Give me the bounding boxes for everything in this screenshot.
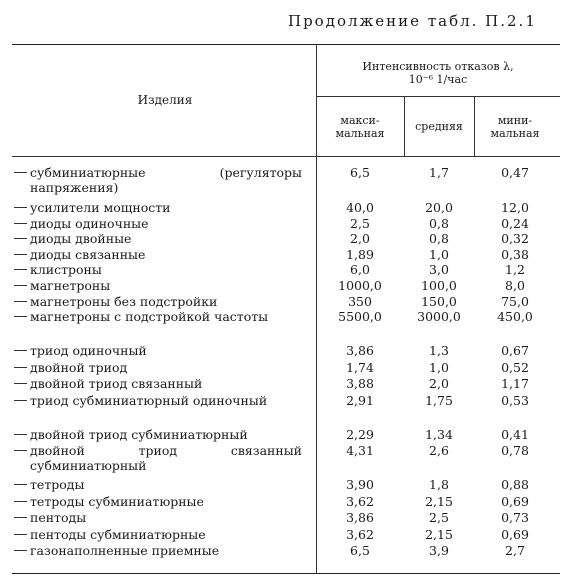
row-avg: 2,6 <box>429 443 449 459</box>
table-row <box>0 427 566 444</box>
table-row <box>0 360 566 377</box>
row-avg: 0,8 <box>429 215 449 231</box>
table-caption: Продолжение табл. П.2.1 <box>288 12 537 30</box>
row-min: 0,47 <box>501 165 529 180</box>
row-name: двойной триод связанный <box>30 376 203 392</box>
row-avg: 1,8 <box>429 477 449 493</box>
row-max: 40,0 <box>346 200 374 215</box>
row-max: 3,90 <box>346 477 374 493</box>
row-dash <box>14 400 27 401</box>
row-max: 6,5 <box>350 543 370 559</box>
row-max: 1,89 <box>346 246 374 262</box>
table-row <box>0 247 566 263</box>
row-dash <box>14 450 27 451</box>
row-name: двойной триод <box>30 359 128 375</box>
row-avg: 150,0 <box>421 293 457 309</box>
row-max: 6,0 <box>350 262 370 278</box>
row-avg: 2,0 <box>429 376 449 392</box>
row-name: магнетроны с подстройкой частоты <box>30 309 269 325</box>
table-row <box>0 494 566 511</box>
row-avg: 2,5 <box>429 510 449 526</box>
row-name: двойной триод связанный субминиатюрный <box>30 443 302 474</box>
header-subdivider <box>316 96 560 97</box>
row-avg: 1,34 <box>425 426 453 442</box>
row-max: 5500,0 <box>338 309 382 325</box>
row-dash <box>14 383 27 384</box>
table-row <box>0 527 566 544</box>
row-min: 1,17 <box>501 376 529 392</box>
row-max: 1,74 <box>346 359 374 375</box>
row-min: 0,32 <box>501 231 529 247</box>
row-dash <box>14 517 27 518</box>
table-row <box>0 443 566 477</box>
table-body <box>0 165 566 560</box>
row-dash <box>14 534 27 535</box>
row-dash <box>14 254 27 255</box>
row-name: тетроды <box>30 477 85 493</box>
bottom-rule <box>12 573 560 574</box>
row-name: диоды двойные <box>30 231 132 247</box>
row-min: 0,73 <box>501 510 529 526</box>
row-avg: 3,0 <box>429 262 449 278</box>
row-min: 0,69 <box>501 526 529 542</box>
table-row <box>0 231 566 247</box>
row-dash <box>14 223 27 224</box>
row-name: тетроды субминиатюрные <box>30 493 204 509</box>
row-min: 1,2 <box>505 262 525 278</box>
row-avg: 1,7 <box>429 165 449 180</box>
table-row <box>0 393 566 427</box>
row-min: 0,24 <box>501 215 529 231</box>
row-avg: 20,0 <box>425 200 453 215</box>
table-row <box>0 278 566 294</box>
row-min: 0,67 <box>501 343 529 359</box>
row-name: клистроны <box>30 262 102 278</box>
row-dash <box>14 316 27 317</box>
row-min: 2,7 <box>505 543 525 559</box>
row-dash <box>14 434 27 435</box>
row-max: 3,62 <box>346 493 374 509</box>
row-avg: 1,3 <box>429 343 449 359</box>
row-max: 2,5 <box>350 215 370 231</box>
row-name: магнетроны <box>30 277 111 293</box>
row-min: 0,41 <box>501 426 529 442</box>
row-dash <box>14 550 27 551</box>
row-max: 4,31 <box>346 443 374 459</box>
row-name: двойной триод субминиатюрный <box>30 426 248 442</box>
table-row <box>0 376 566 393</box>
row-name: диоды одиночные <box>30 215 149 231</box>
table-row <box>0 510 566 527</box>
row-max: 2,29 <box>346 426 374 442</box>
col-max-header-l1: макси- <box>340 114 380 127</box>
row-dash <box>14 285 27 286</box>
row-min: 0,88 <box>501 477 529 493</box>
row-max: 3,86 <box>346 510 374 526</box>
row-avg: 0,8 <box>429 231 449 247</box>
header-bottom-rule <box>12 156 560 157</box>
row-avg: 100,0 <box>421 277 457 293</box>
row-dash <box>14 269 27 270</box>
product-header: Изделия <box>137 93 193 107</box>
table-row <box>0 477 566 494</box>
row-min: 75,0 <box>501 293 529 309</box>
row-avg: 1,0 <box>429 246 449 262</box>
row-min: 0,78 <box>501 443 529 459</box>
table-row <box>0 165 566 200</box>
row-max: 3,62 <box>346 526 374 542</box>
row-max: 2,91 <box>346 392 374 408</box>
row-avg: 1,75 <box>425 392 453 408</box>
row-dash <box>14 501 27 502</box>
row-max: 6,5 <box>350 165 370 180</box>
table-row <box>0 216 566 232</box>
row-name: диоды связанные <box>30 246 146 262</box>
row-max: 3,88 <box>346 376 374 392</box>
col-min-header-l1: мини- <box>497 114 533 127</box>
row-min: 450,0 <box>497 309 533 325</box>
row-name: пентоды субминиатюрные <box>30 526 206 542</box>
row-min: 0,52 <box>501 359 529 375</box>
row-min: 12,0 <box>501 200 529 215</box>
row-avg: 1,0 <box>429 359 449 375</box>
row-max: 1000,0 <box>338 277 382 293</box>
row-dash <box>14 238 27 239</box>
table-row <box>0 543 566 560</box>
table-row <box>0 309 566 343</box>
row-dash <box>14 350 27 351</box>
col-avg-header: средняя <box>415 120 463 133</box>
row-avg: 3,9 <box>429 543 449 559</box>
row-name: магнетроны без подстройки <box>30 293 218 309</box>
top-rule <box>12 44 560 45</box>
table-row <box>0 343 566 360</box>
col-max-header-l2: мальная <box>335 127 385 140</box>
row-max: 3,86 <box>346 343 374 359</box>
row-avg: 2,15 <box>425 526 453 542</box>
row-min: 8,0 <box>505 277 525 293</box>
row-dash <box>14 367 27 368</box>
row-dash <box>14 301 27 302</box>
row-dash <box>14 172 27 173</box>
row-name: пентоды <box>30 510 87 526</box>
table-row <box>0 262 566 278</box>
row-max: 2,0 <box>350 231 370 247</box>
row-avg: 2,15 <box>425 493 453 509</box>
row-name: усилители мощности <box>30 200 171 215</box>
table-row <box>0 294 566 310</box>
row-min: 0,69 <box>501 493 529 509</box>
row-name: газонаполненные приемные <box>30 543 220 559</box>
col-min-header-l2: мальная <box>490 127 540 140</box>
row-min: 0,53 <box>501 392 529 408</box>
row-name: триод субминиатюрный одиночный <box>30 392 268 408</box>
row-avg: 3000,0 <box>417 309 461 325</box>
table-row <box>0 200 566 216</box>
row-dash <box>14 207 27 208</box>
rate-units: 10⁻⁶ 1/час <box>408 73 468 86</box>
row-min: 0,38 <box>501 246 529 262</box>
row-max: 350 <box>348 293 372 309</box>
row-dash <box>14 484 27 485</box>
rate-title: Интенсивность отказов λ, <box>362 60 514 73</box>
row-name: субминиатюрные (регуляторы напряжения) <box>30 165 302 195</box>
row-name: триод одиночный <box>30 343 147 359</box>
